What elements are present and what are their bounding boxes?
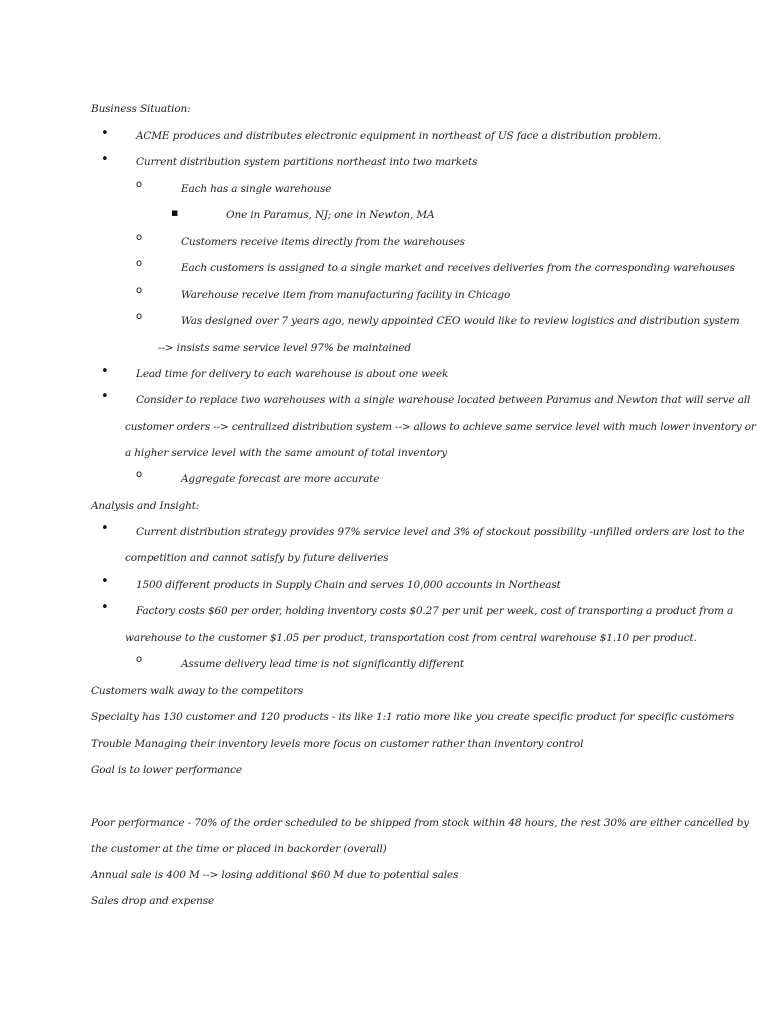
list-item: Warehouse receive item from manufacturing facility in Chicago (181, 289, 511, 301)
bullet-dot: • (101, 600, 109, 615)
bullet-dot: • (101, 521, 109, 536)
paragraph: Sales drop and expense (91, 895, 215, 907)
bullet-circle: o (136, 179, 143, 190)
paragraph: Specialty has 130 customer and 120 products - its like 1:1 ratio more like you create specific product for specific customers (91, 711, 735, 723)
bullet-dot: • (101, 389, 109, 404)
paragraph: Annual sale is 400 M --> losing additional $60 M due to potential sales (91, 869, 459, 881)
bullet-circle: o (136, 311, 143, 322)
list-item: 1500 different products in Supply Chain and serves 10,000 accounts in Northeast (136, 579, 561, 591)
bullet-circle: o (136, 469, 143, 480)
list-item: Factory costs $60 per order, holding inventory costs $0.27 per unit per week, cost of transporting a product from a (136, 605, 734, 617)
paragraph: Poor performance - 70% of the order scheduled to be shipped from stock within 48 hours, the rest 30% are either cancelled by (91, 817, 750, 829)
bullet-circle: o (136, 258, 143, 269)
list-item: ACME produces and distributes electronic equipment in northeast of US face a distribution problem. (136, 130, 661, 142)
bullet-circle: o (136, 654, 143, 665)
list-item: Each has a single warehouse (181, 183, 332, 195)
list-item-continuation: --> insists same service level 97% be maintained (158, 342, 411, 354)
list-item: Current distribution strategy provides 97% service level and 3% of stockout possibility -unfilled orders are lost to the (136, 526, 745, 538)
bullet-circle: o (136, 232, 143, 243)
bullet-dot: • (101, 574, 109, 589)
list-item-continuation: warehouse to the customer $1.05 per product, transportation cost from central warehouse $1.10 per product. (125, 632, 697, 644)
list-item-continuation: customer orders --> centralized distribution system --> allows to achieve same service level with much lower inventory or (125, 421, 756, 433)
list-item-continuation: a higher service level with the same amount of total inventory (125, 447, 447, 459)
paragraph-continuation: the customer at the time or placed in backorder (overall) (91, 843, 387, 855)
list-item: Consider to replace two warehouses with a single warehouse located between Paramus and Newton that will serve all (136, 394, 751, 406)
bullet-circle: o (136, 285, 143, 296)
list-item-continuation: competition and cannot satisfy by future deliveries (125, 552, 389, 564)
list-item: Aggregate forecast are more accurate (181, 473, 380, 485)
bullet-dot: • (101, 126, 109, 141)
business-situation-heading: Business Situation: (91, 103, 191, 115)
paragraph: Trouble Managing their inventory levels more focus on customer rather than inventory control (91, 738, 584, 750)
list-item: Current distribution system partitions northeast into two markets (136, 156, 478, 168)
paragraph: Goal is to lower performance (91, 764, 242, 776)
list-item: Was designed over 7 years ago, newly appointed CEO would like to review logistics and distribution system (181, 315, 740, 327)
analysis-insight-heading: Analysis and Insight: (91, 500, 200, 512)
bullet-dot: • (101, 152, 109, 167)
bullet-square: ▪ (171, 206, 179, 219)
list-item: Assume delivery lead time is not significantly different (181, 658, 464, 670)
bullet-dot: • (101, 364, 109, 379)
list-item: Lead time for delivery to each warehouse is about one week (136, 368, 449, 380)
list-item: One in Paramus, NJ; one in Newton, MA (226, 209, 435, 221)
list-item: Each customers is assigned to a single market and receives deliveries from the corresponding warehouses (181, 262, 735, 274)
paragraph: Customers walk away to the competitors (91, 685, 304, 697)
list-item: Customers receive items directly from the warehouses (181, 236, 465, 248)
